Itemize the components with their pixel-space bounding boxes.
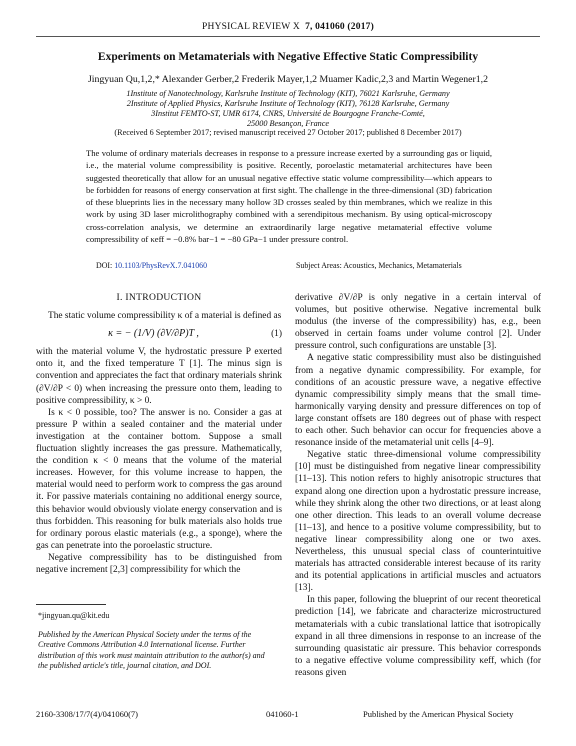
license-note: Published by the American Physical Society under the terms of the Creative Commons Attribution 4.0 International license. Further distribution of this work must maintain attribution to the author(s) and the published article's title, journal citation, and DOI. [38,630,265,670]
equation-body: κ = − (1/V) (∂V/∂P)T , [108,328,199,340]
running-header [0,22,576,32]
intro-paragraph-2: with the material volume V, the hydrostatic pressure P exerted onto it, and the fixed temperature T [1]. The minus sign is convention and appreciates the fact that ordinary materials shrink (∂V/∂P < 0) when increasing the pressure onto them, leading to positive compressibility, κ > 0. [36,347,282,406]
affiliation-2: 2Institute of Applied Physics, Karlsruhe Institute of Technology (KIT), 76128 Karlsruhe, Germany [126,99,450,108]
footer-page-number: 041060-1 [266,709,299,719]
left-column [36,292,282,576]
right-paragraph-3: Negative static three-dimensional volume compressibility [10] must be distinguished from negative linear compressibility [11–13]. This notion refers to highly anisotropic structures that expand along one direction upon a hydrostatic pressure increase, while they shrink along the other two directions, or at least along one other direction. This leads to an overall volume decrease [11–13], and hence to a positive volume compressibility, but to negative linear compressibility along one or two axes. Nevertheless, this unusual special class of counterintuitive materials has attracted considerable interest because of its rarity and its potential applications in artificial muscles and actuators [13]. [295,450,541,594]
right-paragraph-4: In this paper, following the blueprint of our recent theoretical prediction [14], we fabricate and characterize microstructured metamaterials with a cubic translational lattice that isotropically expand in all three dimensions in response to an increase of the surrounding quasistatic air pressure. This behavior corresponds to a negative effective volume compressibility κeff, which (for reasons given [295,595,541,678]
footer-issn: 2160-3308/17/7(4)/041060(7) [36,709,138,719]
volume-issue: 7, 041060 (2017) [305,22,374,32]
abstract: The volume of ordinary materials decreases in response to a pressure increase exerted by a surrounding gas or liquid, i.e., the material volume compressibility is positive. Recently, poroelastic metamaterial architectures have been suggested theoretically that allow for an unusual negative effective static volume compressibility—which appears to be forbidden for reasons of energy conservation at first sight. The challenge in the three-dimensional (3D) fabrication of these blueprints lies in the necessary many hollow 3D crosses sealed by thin membranes, which we realize in this work by using 3D laser microlithography combined with a serendipitous mechanism. By using optical-microscopy cross-correlation analysis, we determine an extraordinarily large negative metamaterial effective volume compressibility of κeff = −0.8% bar−1 = −80 GPa−1 under pressure control. [86,148,492,245]
paper-title: Experiments on Metamaterials with Negative Effective Static Compressibility [97,51,479,63]
doi-line [96,261,207,270]
equation-number: (1) [271,329,282,340]
affiliation-3-cont: 25000 Besançon, France [246,119,330,128]
received-dates: (Received 6 September 2017; revised manuscript received 27 October 2017; published 8 December 2017) [114,128,462,137]
corresponding-email: *jingyuan.qu@kit.edu [38,611,110,620]
journal-name: PHYSICAL REVIEW X [202,22,300,32]
intro-paragraph-1: The static volume compressibility κ of a material is defined as [48,311,282,322]
subject-areas: Subject Areas: Acoustics, Mechanics, Metamaterials [296,261,462,270]
affiliation-3: 3Institut FEMTO-ST, UMR 6174, CNRS, Université de Bourgogne Franche-Comté, [151,109,425,118]
equation-1 [36,322,282,346]
doi-link[interactable]: 10.1103/PhysRevX.7.041060 [114,261,208,270]
right-paragraph-2: A negative static compressibility must also be distinguished from a negative dynamic compressibility. For example, for conditions of an acoustic pressure wave, a negative effective dynamic compressibility simply means that the small time-harmonically varying density and pressure differences on top of large constant offsets are 180 degrees out of phase with respect to each other. Such behavior can occur for frequencies above a resonance inside of the metamaterial unit cells [4–9]. [295,353,541,449]
section-heading: I. INTRODUCTION [116,292,202,303]
intro-paragraph-3: Is κ < 0 possible, too? The answer is no. Consider a gas at pressure P within a sealed container and the material under investigation at the container bottom. Suppose a small fluctuation slightly increases the gas pressure. Mathematically, the condition κ < 0 means that the volume of the material increases. However, for this volume increase to happen, the material would need to perform work to compress the gas around it. For passive materials containing no additional energy source, this behavior would obviously violate energy conservation and is thus forbidden. This reasoning for bulk materials also holds true for ordinary porous elastic materials (e.g., a sponge), where the gas can penetrate into the poroelastic structure. [36,407,282,551]
affiliation-1: 1Institute of Nanotechnology, Karlsruhe Institute of Technology (KIT), 76021 Karlsruhe, Germany [126,89,450,98]
intro-paragraph-4: Negative compressibility has to be distinguished from negative increment [2,3] compressibility for which the [36,552,282,575]
author-list: Jingyuan Qu,1,2,* Alexander Gerber,2 Frederik Mayer,1,2 Muamer Kadic,2,3 and Martin Wegener1,2 [87,74,489,85]
right-column [295,292,541,679]
footnote-rule [36,604,106,605]
right-paragraph-1: derivative ∂V/∂P is only negative in a certain interval of volumes, but positive otherwise. Negative incremental bulk modulus (the inverse of the compressibility) has, e.g., been observed in certain foams under volume control [2]. Under pressure control, such configurations are unstable [3]. [295,293,541,352]
footer-publisher: Published by the American Physical Society [363,709,514,719]
header-rule [36,36,540,37]
doi-label: DOI: [96,261,113,270]
